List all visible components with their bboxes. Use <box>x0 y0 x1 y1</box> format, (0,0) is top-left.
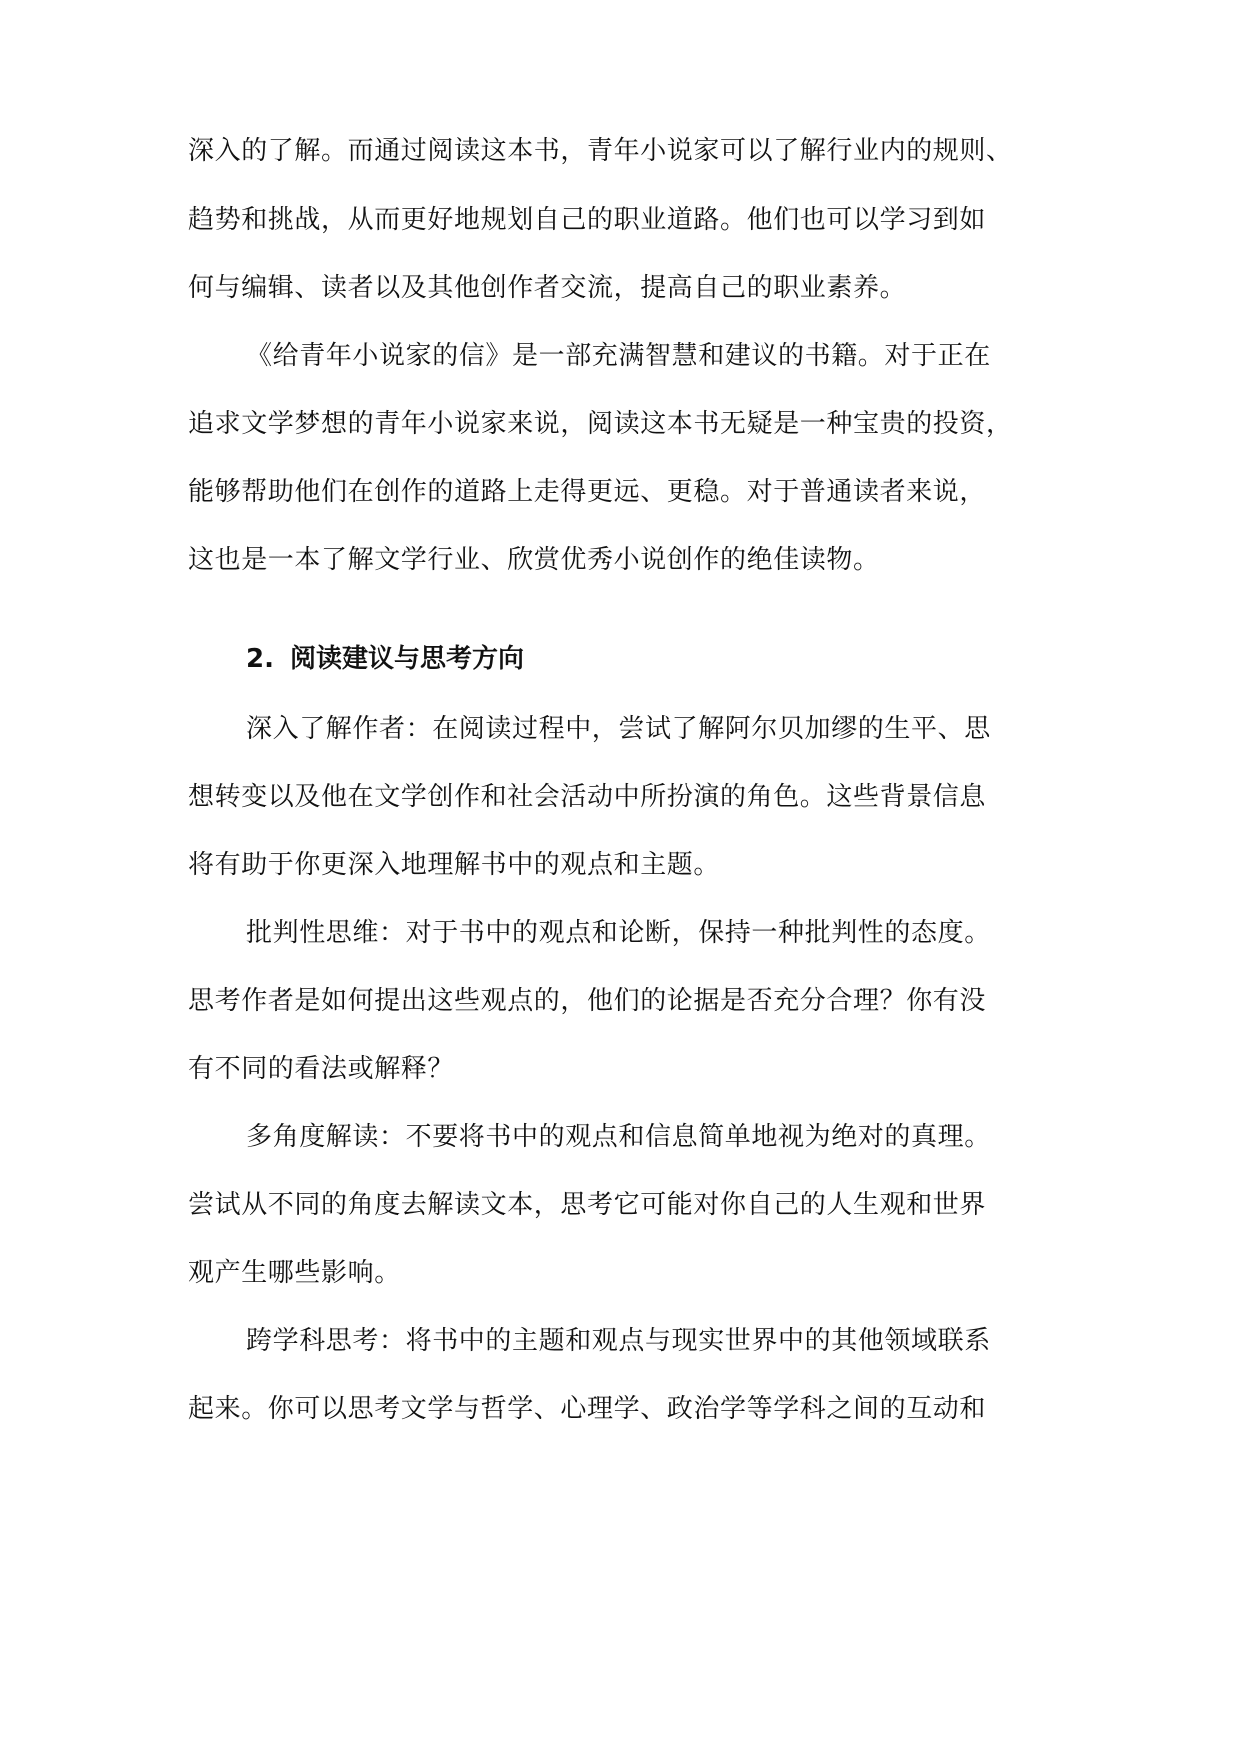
paragraph-5-line-1: 多角度解读：不要将书中的观点和信息简单地视为绝对的真理。 <box>246 1122 991 1152</box>
paragraph-3-line-3: 将有助于你更深入地理解书中的观点和主题。 <box>188 850 721 880</box>
paragraph-2-line-2: 追求文学梦想的青年小说家来说，阅读这本书无疑是一种宝贵的投资， <box>188 409 1013 439</box>
paragraph-4-line-1: 批判性思维：对于书中的观点和论断，保持一种批判性的态度。 <box>246 918 991 948</box>
section-number: 2. <box>246 644 274 674</box>
section-heading <box>246 641 524 677</box>
paragraph-3-line-1: 深入了解作者：在阅读过程中，尝试了解阿尔贝加缪的生平、思 <box>246 714 991 744</box>
paragraph-1-line-2: 趋势和挑战，从而更好地规划自己的职业道路。他们也可以学习到如 <box>188 205 987 235</box>
paragraph-2-line-4: 这也是一本了解文学行业、欣赏优秀小说创作的绝佳读物。 <box>188 545 880 575</box>
paragraph-3-line-2: 想转变以及他在文学创作和社会活动中所扮演的角色。这些背景信息 <box>188 782 987 812</box>
section-title: 阅读建议与思考方向 <box>290 644 525 674</box>
paragraph-4-line-2: 思考作者是如何提出这些观点的，他们的论据是否充分合理？你有没 <box>188 986 987 1016</box>
paragraph-6-line-2: 起来。你可以思考文学与哲学、心理学、政治学等学科之间的互动和 <box>188 1394 987 1424</box>
paragraph-2-line-3: 能够帮助他们在创作的道路上走得更远、更稳。对于普通读者来说， <box>188 477 987 507</box>
paragraph-5-line-3: 观产生哪些影响。 <box>188 1258 401 1288</box>
paragraph-1-line-1: 深入的了解。而通过阅读这本书，青年小说家可以了解行业内的规则、 <box>188 136 1013 166</box>
paragraph-2-line-1: 《给青年小说家的信》是一部充满智慧和建议的书籍。对于正在 <box>246 341 991 371</box>
paragraph-6-line-1: 跨学科思考：将书中的主题和观点与现实世界中的其他领域联系 <box>246 1326 991 1356</box>
paragraph-4-line-3: 有不同的看法或解释？ <box>188 1054 455 1084</box>
paragraph-1-line-3: 何与编辑、读者以及其他创作者交流，提高自己的职业素养。 <box>188 273 907 303</box>
paragraph-5-line-2: 尝试从不同的角度去解读文本，思考它可能对你自己的人生观和世界 <box>188 1190 987 1220</box>
